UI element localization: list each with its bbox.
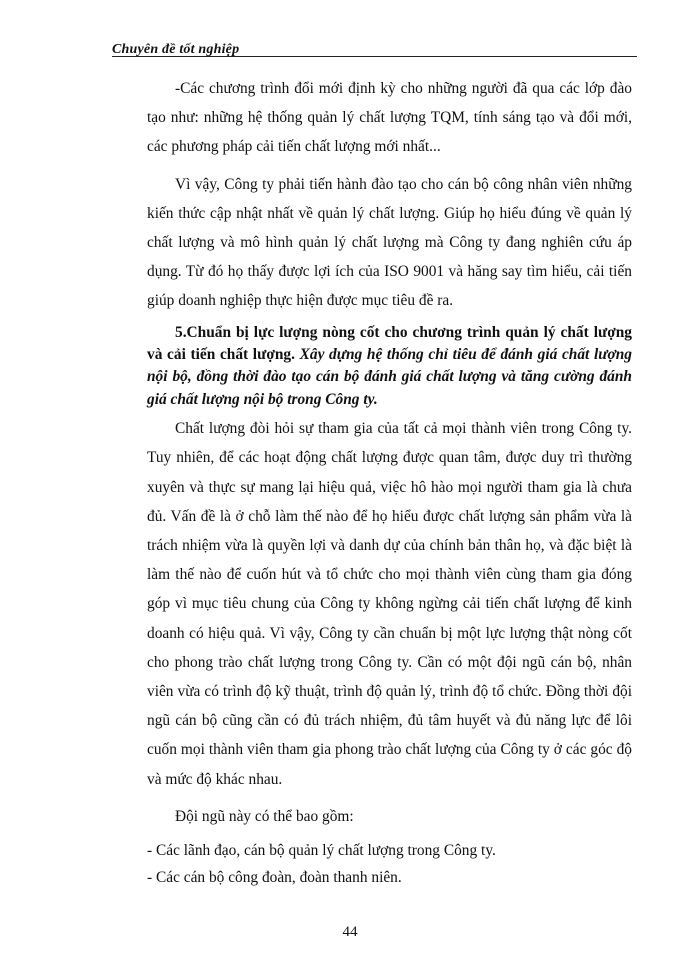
page-body — [147, 74, 632, 891]
header-rule — [112, 56, 637, 57]
section-heading-main: 5.Chuẩn bị lực lượng nòng cốt cho chương trình quản lý chất lượng và cải tiến chất lượng. — [147, 323, 632, 364]
section-heading-italic: Xây dựng hệ thống chỉ tiêu để đánh giá chất lượng nội bộ, đồng thời đào tạo cán bộ đánh giá chất lượng và tăng cường đánh giá chất lượng nội bộ trong Công ty. — [147, 346, 632, 408]
section-heading — [147, 322, 632, 412]
page-header — [112, 42, 637, 60]
paragraph-team-intro: Đội ngũ này có thể bao gồm: — [175, 807, 354, 825]
paragraph-quality-participation: Chất lượng đòi hỏi sự tham gia của tất cả mọi thành viên trong Công ty. Tuy nhiên, để các hoạt động chất lượng được quan tâm, được duy trì thường xuyên và thực sự mang lại hiệu quả, việc hô hào mọi người tham gia là chưa đủ. Vấn đề là ở chỗ làm thế nào để họ hiểu được chất lượng sản phẩm vừa là trách nhiệm vừa là quyền lợi và danh dự của chính bản thân họ, và đặc biệt là làm thế nào để cuốn hút và tổ chức cho mọi thành viên cùng tham gia đóng góp vì mục tiêu chung của Công ty không ngừng cải tiến chất lượng để kinh doanh có hiệu quả. Vì vậy, Công ty cần chuẩn bị một lực lượng thật nòng cốt cho phong trào chất lượng trong Công ty. Cần có một đội ngũ cán bộ, nhân viên vừa có trình độ kỹ thuật, trình độ quản lý, trình độ tổ chức. Đồng thời đội ngũ cán bộ cũng cần có đủ trách nhiệm, đủ tâm huyết và đủ năng lực để lôi cuốn mọi thành viên tham gia phong trào chất lượng của Công ty ở các góc độ và mức độ khác nhau. — [147, 420, 632, 788]
paragraph-training-programs: -Các chương trình đổi mới định kỳ cho những người đã qua các lớp đào tạo như: những hệ thống quản lý chất lượng TQM, tính sáng tạo và đổi mới, các phương pháp cải tiến chất lượng mới nhất... — [147, 80, 632, 156]
header-title: Chuyên đề tốt nghiệp — [112, 42, 240, 57]
list-item: - Các cán bộ công đoàn, đoàn thanh niên. — [147, 869, 402, 887]
list-item: - Các lãnh đạo, cán bộ quản lý chất lượng trong Công ty. — [147, 842, 496, 860]
team-member-list — [147, 837, 632, 891]
page-number: 44 — [342, 924, 358, 940]
paragraph-training-conclusion: Vì vậy, Công ty phải tiến hành đào tạo cho cán bộ công nhân viên những kiến thức cập nhật nhất về quản lý chất lượng. Giúp họ hiểu đúng về quản lý chất lượng và mô hình quản lý chất lượng mà Công ty đang nghiên cứu áp dụng. Từ đó họ thấy được lợi ích của ISO 9001 và hăng say tìm hiểu, cải tiến giúp doanh nghiệp thực hiện được mục tiêu đề ra. — [147, 175, 632, 310]
